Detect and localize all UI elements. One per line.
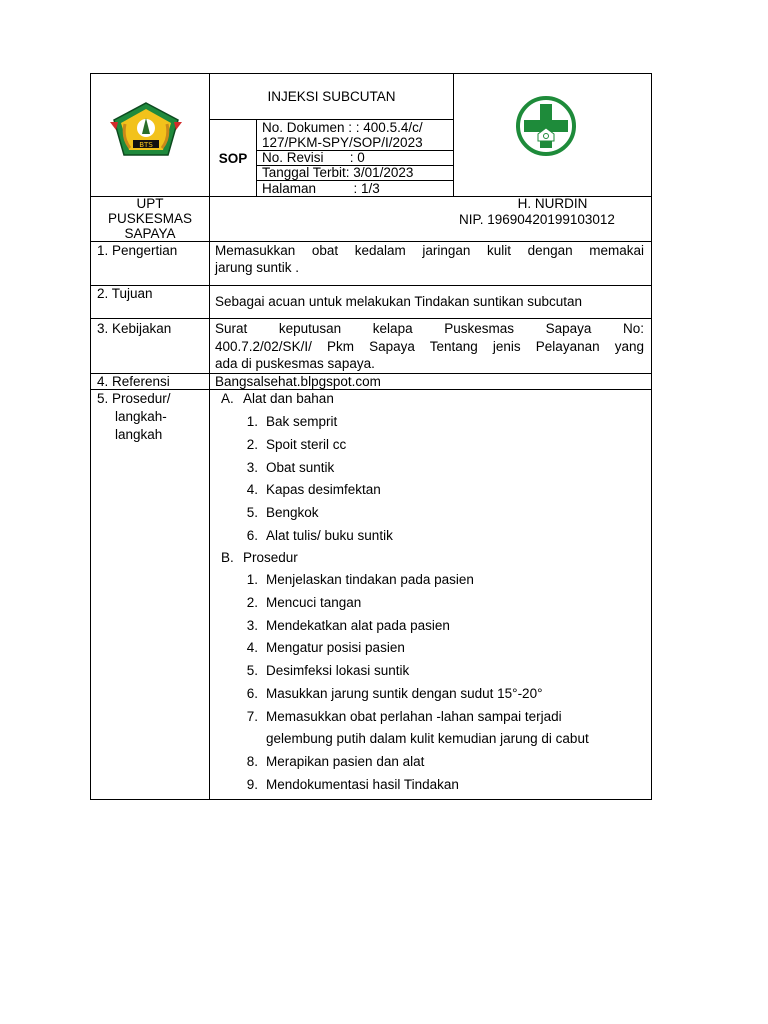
procedure-step-number: 2. (246, 594, 258, 610)
row-divider-org (90, 241, 652, 242)
row-divider-referensi (90, 389, 652, 390)
section-b-marker: B. (221, 550, 234, 565)
procedure-step-item: Merapikan pasien dan alat (266, 754, 425, 770)
table-border-right (651, 73, 652, 800)
tool-item: Bengkok (266, 505, 319, 521)
col-divider-label (209, 73, 210, 800)
svg-text:BTS: BTS (139, 141, 153, 149)
procedure-step-number: 8. (246, 754, 258, 770)
label-pengertian: 1. Pengertian (97, 243, 178, 258)
tool-number: 1. (246, 414, 258, 429)
table-border-top (90, 73, 652, 74)
document-number: No. Dokumen : : 400.5.4/c/ (262, 120, 423, 135)
document-title: INJEKSI SUBCUTAN (267, 89, 396, 104)
procedure-step-item: Mendokumentasi hasil Tindakan (266, 777, 459, 793)
kebijakan-text-cont: 400.7.2/02/SK/I/ Pkm Sapaya Tentang jenis Pelayanan yang (215, 339, 644, 354)
section-b-item-7-cont: gelembung putih dalam kulit kemudian jarung di cabut (266, 731, 589, 746)
signer-nip: NIP. 19690420199103012 (459, 212, 615, 227)
issue-date: Tanggal Terbit: 3/01/2023 (262, 165, 414, 180)
kebijakan-text-cont2: ada di puskesmas sapaya. (215, 356, 375, 371)
procedure-step-number: 4. (246, 640, 258, 656)
label-prosedur: 5. Prosedur/ (97, 391, 171, 406)
kebijakan-text: Surat keputusan kelapa Puskesmas Sapaya No: (215, 321, 644, 336)
revision-number: No. Revisi : 0 (262, 150, 365, 165)
tool-number: 5. (246, 505, 258, 521)
tool-item: Kapas desimfektan (266, 482, 381, 498)
row-divider-tujuan (90, 318, 652, 319)
org-name-line3: SAPAYA (124, 226, 176, 241)
procedure-step-item: Mendekatkan alat pada pasien (266, 617, 450, 633)
section-b-title: Prosedur (243, 550, 298, 565)
procedure-step-number: 1. (246, 572, 258, 587)
puskesmas-logo (514, 94, 578, 158)
procedure-step-number: 9. (246, 777, 258, 793)
document-number-cont: 127/PKM-SPY/SOP/I/2023 (262, 135, 423, 150)
procedure-step-item: Menjelaskan tindakan pada pasien (266, 572, 474, 587)
col-divider-logo-right (453, 73, 454, 196)
label-tujuan: 2. Tujuan (97, 286, 153, 301)
procedure-step-item: Memasukkan obat perlahan -lahan sampai terjadi (266, 708, 562, 724)
referensi-text: Bangsalsehat.blpgspot.com (215, 374, 381, 389)
section-a-title: Alat dan bahan (243, 391, 334, 406)
org-name-line2: PUSKESMAS (107, 211, 193, 226)
tool-number: 4. (246, 482, 258, 498)
procedure-step-item: Mengatur posisi pasien (266, 640, 405, 656)
page-number: Halaman : 1/3 (262, 181, 380, 196)
procedure-step-number: 3. (246, 617, 258, 633)
procedure-step-number: 6. (246, 686, 258, 701)
label-prosedur-cont2: langkah (115, 427, 163, 442)
table-border-bottom (90, 799, 652, 800)
org-name-line1: UPT (136, 196, 164, 211)
tool-number: 6. (246, 528, 258, 543)
procedure-step-item: Mencuci tangan (266, 594, 362, 610)
row-divider-pengertian (90, 285, 652, 286)
tool-item: Obat suntik (266, 459, 335, 475)
regency-emblem-logo (108, 100, 184, 160)
tujuan-text: Sebagai acuan untuk melakukan Tindakan suntikan subcutan (215, 294, 583, 309)
procedure-step-item: Masukkan jarung suntik dengan sudut 15°-20° (266, 686, 543, 701)
label-referensi: 4. Referensi (97, 374, 170, 389)
tool-item: Spoit steril cc (266, 436, 347, 452)
tool-item: Bak semprit (266, 414, 338, 429)
pengertian-text-cont: jarung suntik . (215, 260, 300, 275)
sop-label: SOP (218, 151, 248, 166)
tool-number: 2. (246, 436, 258, 452)
section-a-marker: A. (221, 391, 234, 406)
label-prosedur-cont: langkah- (115, 409, 167, 424)
table-border-left (90, 73, 91, 800)
procedure-step-number: 7. (246, 708, 258, 724)
col-divider-sop (256, 119, 257, 196)
tool-number: 3. (246, 459, 258, 475)
procedure-step-item: Desimfeksi lokasi suntik (266, 663, 410, 679)
label-kebijakan: 3. Kebijakan (97, 321, 172, 336)
pengertian-text: Memasukkan obat kedalam jaringan kulit dengan memakai (215, 243, 644, 258)
procedure-step-number: 5. (246, 663, 258, 679)
tool-item: Alat tulis/ buku suntik (266, 528, 393, 543)
signer-name: H. NURDIN (517, 196, 588, 211)
